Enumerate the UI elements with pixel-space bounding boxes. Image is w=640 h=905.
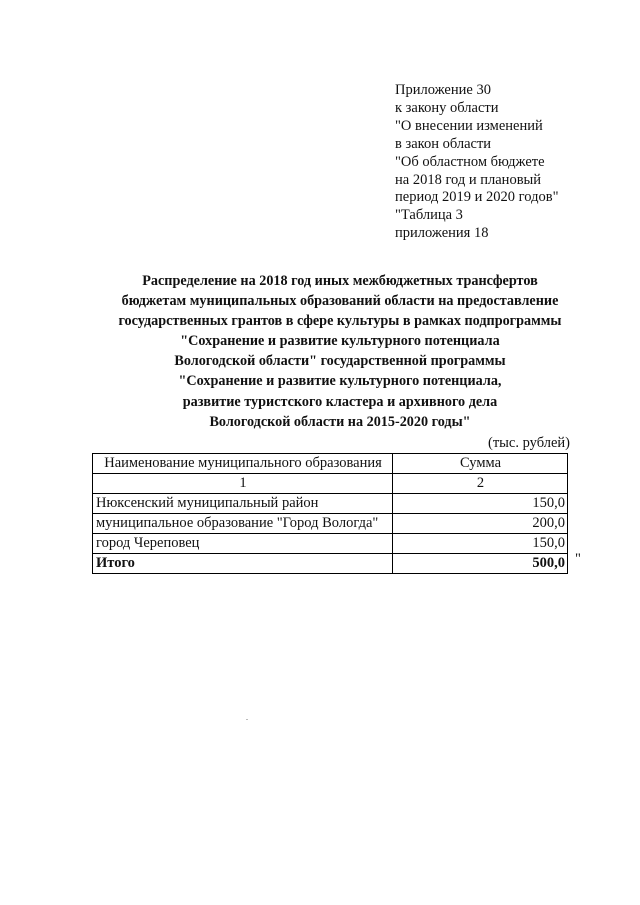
title-line: развитие туристского кластера и архивного дела xyxy=(182,393,498,410)
distribution-table xyxy=(92,453,568,574)
table-header-row xyxy=(93,454,568,474)
document-title xyxy=(60,271,620,432)
column-number-2: 2 xyxy=(393,474,568,494)
title-line: государственных грантов в сфере культуры в рамках подпрограммы xyxy=(118,313,562,330)
title-line: "Сохранение и развитие культурного потенциала xyxy=(180,333,500,350)
title-line: Вологодской области" государственной программы xyxy=(174,353,506,370)
appendix-line: "О внесении изменений xyxy=(395,117,543,134)
total-row xyxy=(93,554,568,574)
title-line: Вологодской области на 2015-2020 годы" xyxy=(209,413,471,430)
total-sum: 500,0 xyxy=(393,554,568,574)
appendix-line: период 2019 и 2020 годов" xyxy=(395,189,559,206)
title-line: Распределение на 2018 год иных межбюджетных трансфертов xyxy=(142,273,538,289)
appendix-line: "Об областном бюджете xyxy=(395,153,545,170)
row-sum: 150,0 xyxy=(393,494,568,514)
closing-quote: " xyxy=(575,551,581,567)
header-municipality: Наименование муниципального образования xyxy=(93,454,393,474)
title-line: бюджетам муниципальных образований области на предоставление xyxy=(121,293,559,310)
table-row xyxy=(93,514,568,534)
table-row xyxy=(93,534,568,554)
table-row xyxy=(93,494,568,514)
appendix-line: Приложение 30 xyxy=(395,82,491,98)
units-label: (тыс. рублей) xyxy=(488,435,570,451)
column-number-row xyxy=(93,474,568,494)
row-sum: 150,0 xyxy=(393,534,568,554)
appendix-line: на 2018 год и плановый xyxy=(395,171,542,188)
total-label: Итого xyxy=(93,554,393,574)
row-sum: 200,0 xyxy=(393,514,568,534)
row-municipality: муниципальное образование "Город Вологда" xyxy=(93,514,393,534)
column-number-1: 1 xyxy=(93,474,393,494)
appendix-line: в закон области xyxy=(395,135,492,152)
appendix-line: "Таблица 3 xyxy=(395,207,463,224)
row-municipality: город Череповец xyxy=(93,534,393,554)
title-line: "Сохранение и развитие культурного потенциала, xyxy=(178,373,502,390)
row-municipality: Нюксенский муниципальный район xyxy=(93,494,393,514)
scan-speck xyxy=(246,719,248,720)
appendix-line: к закону области xyxy=(395,99,499,116)
header-sum: Сумма xyxy=(393,454,568,474)
appendix-line: приложения 18 xyxy=(395,225,489,242)
appendix-reference xyxy=(395,82,635,243)
